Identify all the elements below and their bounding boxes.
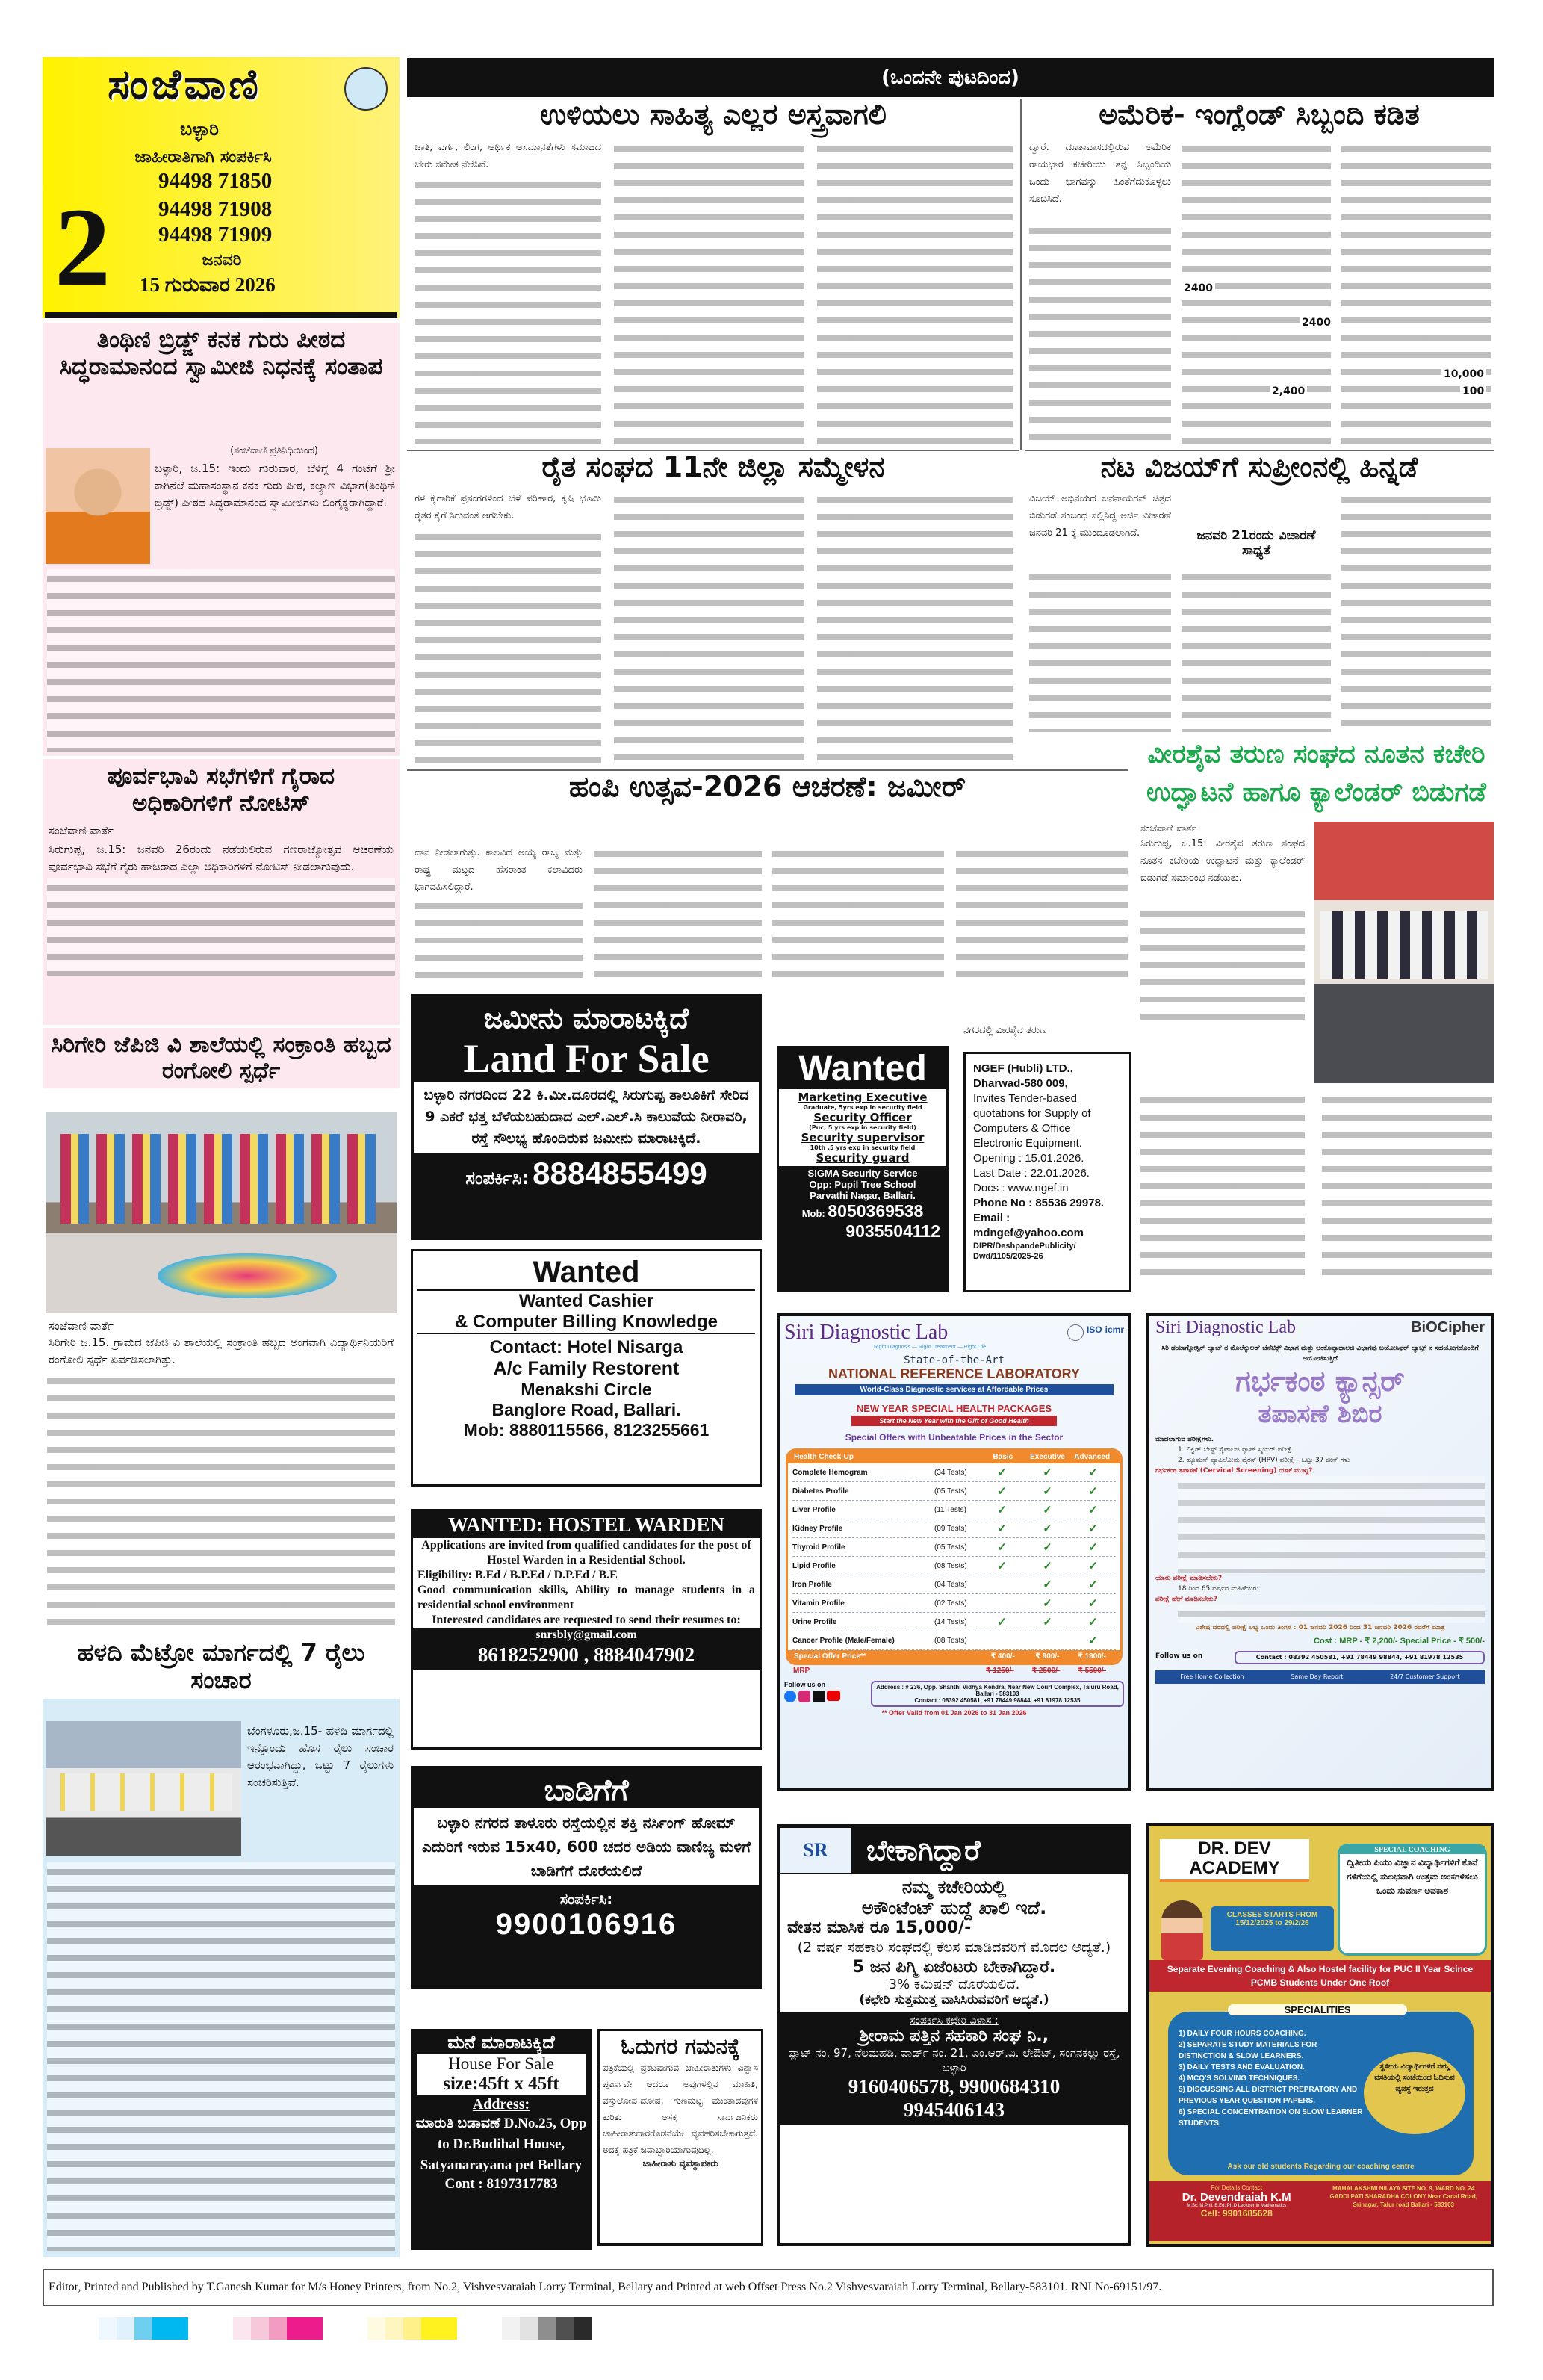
package-row <box>792 1594 1116 1613</box>
article-figure: 100 <box>1460 385 1486 398</box>
packages-table <box>786 1448 1123 1665</box>
ask-line: Ask our old students Regarding our coaching centre <box>1227 2163 1415 2171</box>
job-role: Security guard <box>816 1151 910 1165</box>
table-header: Basic <box>993 1453 1013 1461</box>
tender-desc: Invites Tender-based quotations for Supply of Computers & Office Electronic Equipment. <box>973 1092 1091 1150</box>
facebook-icon[interactable] <box>784 1691 796 1702</box>
advanced-check: ✓ <box>1088 1597 1098 1610</box>
article-lead: ದ್ವಾರೆ. ದೂತಾವಾಸದಲ್ಲಿರುವ ಅಮೆರಿಕ ರಾಯಭಾರ ಕಚೇರಿಯು ತನ್ನ ಸಿಬ್ಬಂದಿಯ ಒಂದು ಭಾಗವನ್ನು ಹಿಂತೆಗೆದುಕೊಳ್ಳಲು ಸೂಚಿಸಿದೆ. <box>1029 142 1171 205</box>
icmr-badge: icmr <box>1105 1324 1124 1335</box>
article-body-text <box>415 175 601 444</box>
qualifications: M.Sc. M.Phil. B.Ed, Ph.D Lecturer In Mathematics <box>1187 2204 1287 2208</box>
phone: Mob: 8880115566, 8123255661 <box>463 1420 710 1440</box>
ad-body: ಬಳ್ಳಾರಿ ನಗರದ ತಾಳೂರು ರಸ್ತೆಯಲ್ಲಿನ ಶಕ್ತಿ ನರ್ಸಿಂಗ್ ಹೋಮ್ ಎದುರಿಗೆ ಇರುವ 15x40, 600 ಚದರ ಅಡಿಯ ವಾಣಿಜ್ಯ ಮಳಿಗೆ ಬಾಡಿಗೆಗೆ ದೊರೆಯಲಿದೆ <box>414 1808 759 1885</box>
offer-label: Special Offer Price** <box>794 1652 866 1661</box>
address: Address : # 236, Opp. Shanthi Vidhya Kendra, Near New Court Complex, Taluru Road, Ballari - 583103 <box>876 1684 1119 1697</box>
contact-label: ಸಂಪರ್ಕಿಸಿ: <box>465 1167 530 1189</box>
byline: ಸಂಜೆವಾಣಿ ವಾರ್ತೆ <box>49 824 114 838</box>
masthead-city: ಬಳ್ಳಾರಿ <box>180 119 219 140</box>
feature: Same Day Report <box>1291 1673 1344 1680</box>
test-count: (02 Tests) <box>934 1599 967 1608</box>
class-dates: 15/12/2025 to 29/2/26 <box>1235 1919 1309 1927</box>
address-line: Parvathi Nagar, Ballari. <box>810 1190 916 1202</box>
mob-label: Mob: <box>801 1208 825 1220</box>
article-notice <box>43 759 400 1025</box>
test-name: Iron Profile <box>792 1580 832 1589</box>
ad-title: ಬಾಡಿಗೆಗೆ <box>544 1773 629 1808</box>
offers-line: Special Offers with Unbeatable Prices in the Sector <box>845 1432 1064 1442</box>
advanced-check: ✓ <box>1088 1541 1098 1554</box>
lab-logo: Siri Diagnostic Lab <box>784 1321 949 1344</box>
sota: State-of-the-Art <box>904 1354 1005 1366</box>
ny-heading: NEW YEAR SPECIAL HEALTH PACKAGES <box>856 1403 1052 1414</box>
package-row <box>792 1631 1116 1650</box>
ad-title: WANTED: HOSTEL WARDEN <box>413 1511 760 1538</box>
imprint-footer: Editor, Printed and Published by T.Ganesh Kumar for M/s Honey Printers, from No.2, Vishvesvaraiah Lorry Terminal, Bellary and Printed at web Offset Press No.2 Vishvesvaraiah Lorry Terminal, Bellary-583101. RNI No-69151/97. <box>43 2269 1494 2306</box>
phone: Cell: 9901685628 <box>1200 2208 1273 2219</box>
company: NGEF (Hubli) LTD., <box>973 1062 1073 1075</box>
test-name: Urine Profile <box>792 1617 837 1626</box>
table-header: Advanced <box>1074 1453 1111 1461</box>
article-body-text <box>817 490 1013 766</box>
seal-icon <box>1067 1324 1084 1341</box>
metro-train-photo <box>46 1721 241 1856</box>
readers-notice <box>597 2029 763 2246</box>
test-count: (09 Tests) <box>934 1524 967 1533</box>
phone: 9035504112 <box>845 1221 940 1242</box>
kn-offer: ದ್ವಿತೀಯ ಪಿಯು ವಿಜ್ಞಾನ ವಿದ್ಯಾರ್ಥಿಗಳಿಗೆ ಕೊನೆ ಗಳಿಗೆಯಲ್ಲಿ ಸುಲಭವಾಗಿ ಉತ್ತಮ ಅಂಕಗಳಿಸಲು ಒಂದು ಸುವರ್ಣ ಅವಕಾಶ <box>1347 1857 1478 1896</box>
headline: ತಿಂಥಿಣಿ ಬ್ರಿಡ್ಜ್ ಕನಕ ಗುರು ಪೀಠದ ಸಿದ್ಧರಾಮಾನಂದ ಸ್ವಾಮೀಜಿ ನಿಧನಕ್ಕೆ ಸಂತಾಪ <box>59 326 383 380</box>
ad-phone: 94498 71909 <box>158 223 273 247</box>
notice-body: ಪತ್ರಿಕೆಯಲ್ಲಿ ಪ್ರಕಟವಾಗುವ ಜಾಹೀರಾತುಗಳು ವಿಶ್ವಾಸ ಪೂರ್ಣವೇ ಆದರೂ ಅವುಗಳಲ್ಲಿನ ಮಾಹಿತಿ, ವಸ್ತುಲೋಪ-ದೋಷ, ಗುಣಮಟ್ಟ ಮುಂತಾದವುಗಳ ಕುರಿತು ಆಸಕ್ತ ಸಾರ್ವಜನಿಕರು ಜಾಹೀರಾತುದಾರರೊಡನೆಯೇ ವ್ಯವಹರಿಸಬೇಕಾಗುತ್ತದೆ. ಅದಕ್ಕೆ ಪತ್ರಿಕೆ ಜವಾಬ್ದಾರಿಯಾಗುವುದಿಲ್ಲ. <box>603 2063 758 2155</box>
headline-veerashaiva: ವೀರಶೈವ ತರುಣ ಸಂಘದ ನೂತನ ಕಚೇರಿ ಉದ್ಘಾಟನೆ ಹಾಗೂ ಕ್ಯಾಲೆಂಡರ್ ಬಿಡುಗಡೆ <box>1139 736 1494 812</box>
opening-date: Opening : 15.01.2026. <box>973 1152 1084 1165</box>
ad-line: (2 ವರ್ಷ ಸಹಕಾರಿ ಸಂಘದಲ್ಲಿ ಕೆಲಸ ಮಾಡಿದವರಿಗೆ ಮೊದಲ ಆದ್ಯತೆ.) <box>797 1939 1111 1956</box>
job-list <box>779 1089 946 1166</box>
ad-line: & Computer Billing Knowledge <box>417 1312 755 1334</box>
article-body-text <box>1182 568 1331 732</box>
mrp-label: MRP <box>793 1667 810 1675</box>
ad-accountant-wanted <box>777 1824 1131 2246</box>
cost: Cost : MRP - ₹ 2,200/- Special Price - ₹ 500/- <box>1314 1637 1485 1646</box>
sr-logo: SR <box>780 1828 851 1873</box>
ref-no: DIPR/DeshpandePublicity/ Dwd/1105/2025-26 <box>973 1242 1076 1261</box>
salary: ವೇತನ ಮಾಸಿಕ ರೂ 15,000/- <box>787 1918 972 1937</box>
executive-check: ✓ <box>1043 1466 1052 1479</box>
camp-title: ಗರ್ಭಕಂಠ ಕ್ಯಾನ್ಸರ್ <box>1235 1365 1405 1398</box>
iso-badge: ISO <box>1086 1324 1102 1335</box>
ad-line: 3% ಕಮಿಷನ್ ದೊರೆಯಲಿದೆ. <box>888 1977 1020 1992</box>
article-lead: ವಿಜಯ್ ಅಭಿನಯದ ಜನನಾಯಗನ್ ಚಿತ್ರದ ಬಿಡುಗಡೆ ಸಂಬಂಧ ಸಲ್ಲಿಸಿದ್ದ ಅರ್ಜಿ ವಿಚಾರಣೆ ಜನವರಿ 21 ಕ್ಕೆ ಮುಂದೂಡಲಾಗಿದೆ. <box>1029 493 1171 539</box>
article-metro <box>43 1634 400 2257</box>
ad-body: ಬಳ್ಳಾರಿ ನಗರದಿಂದ 22 ಕಿ.ಮೀ.ದೂರದಲ್ಲಿ ಸಿರುಗುಪ್ಪ ತಾಲೂಕಿಗೆ ಸೇರಿದ 9 ಎಕರೆ ಭತ್ತ ಬೆಳೆಯಬಹುದಾದ ಎಲ್.ಎಲ್.ಸಿ ಕಾಲುವೆಯ ನೀರಾವರಿ, ರಸ್ತೆ ಸೌಲಭ್ಯ ಹೊಂದಿರುವ ಜಮೀನು ಮಾರಾಟಕ್ಕಿದೆ. <box>414 1082 759 1153</box>
feature: Free Home Collection <box>1180 1673 1244 1680</box>
phone: 8050369538 <box>828 1201 924 1221</box>
executive-check: ✓ <box>1043 1522 1052 1535</box>
phone: 9945406143 <box>904 2098 1005 2121</box>
academy-name: DR. DEV <box>1198 1838 1271 1859</box>
advanced-check: ✓ <box>1088 1616 1098 1628</box>
ad-dev-academy <box>1146 1823 1494 2247</box>
speciality-item: 4) MCQ'S SOLVING TECHNIQUES. <box>1179 2074 1300 2083</box>
address-label: Address: <box>472 2096 530 2113</box>
headline: ಪೂರ್ವಭಾವಿ ಸಭೆಗಳಿಗೆ ಗೈರಾದ ಅಧಿಕಾರಿಗಳಿಗೆ ನೋಟಿಸ್ <box>107 763 335 816</box>
follow-label: Follow us on <box>1155 1652 1203 1660</box>
phone: 9160406578, 9900684310 <box>848 2075 1061 2098</box>
city: Dharwad-580 009, <box>973 1077 1068 1090</box>
specialities-title: SPECIALITIES <box>1228 2004 1407 2015</box>
mrp-price: ₹ 2500/- <box>1031 1667 1061 1675</box>
test-name: Liver Profile <box>792 1505 836 1514</box>
executive-check: ✓ <box>1043 1541 1052 1554</box>
speciality-item: 5) DISCUSSING ALL DISTRICT PREPRATORY AND PREVIOUS YEAR QUESTION PAPERS. <box>1179 2086 1358 2105</box>
tests-label: ಮಾಡಲಾಗುವ ಪರೀಕ್ಷೆಗಳು. <box>1155 1436 1214 1443</box>
job-role: Marketing Executive <box>798 1091 928 1105</box>
article-figure: 10,000 <box>1441 368 1486 381</box>
test-item: 2. ಹ್ಯೂಮನ್ ಪ್ಯಾಪಿಲೋಮ ವೈರಸ್ (HPV) ಪರೀಕ್ಷೆ – ಒಟ್ಟು 37 ಜೀನ್ ಗಳು <box>1178 1457 1350 1464</box>
package-row <box>792 1538 1116 1557</box>
advanced-check: ✓ <box>1088 1560 1098 1572</box>
contact: Contact : 08392 450581, +91 78449 98844, +91 81978 12535 <box>1235 1651 1485 1664</box>
article-lead: ದಾನ ನೀಡಲಾಗುತ್ತು. ಕಾಲವಿದ ಅಯ್ಯ ರಾಜ್ಯ ಮತ್ತು ರಾಷ್ಟ್ರ ಮಟ್ಟದ ಹೆಸರಾಂತ ಕಲಾವಿದರು ಭಾಗವಹಿಸಲಿದ್ದಾರೆ. <box>415 847 583 893</box>
send-note: Interested candidates are requested to send their resumes to: <box>432 1614 741 1626</box>
email[interactable]: mdngef@yahoo.com <box>973 1227 1084 1239</box>
package-row <box>792 1463 1116 1482</box>
article-body-text <box>415 896 583 986</box>
ad-line: Banglore Road, Ballari. <box>491 1400 681 1419</box>
advanced-check: ✓ <box>1088 1504 1098 1516</box>
article-body-text <box>1029 568 1171 732</box>
article-figure: 2400 <box>1182 282 1215 295</box>
follow-label: Follow us on <box>784 1681 825 1688</box>
article-body-text <box>47 1862 395 2251</box>
test-count: (08 Tests) <box>934 1636 967 1645</box>
advanced-check: ✓ <box>1088 1634 1098 1647</box>
test-name: Lipid Profile <box>792 1561 836 1570</box>
headline-sahitya: ಉಳಿಯಲು ಸಾಹಿತ್ಯ ಎಲ್ಲರ ಅಸ್ತ್ರವಾಗಲಿ <box>540 98 887 131</box>
ad-line: Contact: Hotel Nisarga <box>489 1337 683 1357</box>
test-name: Diabetes Profile <box>792 1487 849 1496</box>
ad-line: ನಮ್ಮ ಕಚೇರಿಯಲ್ಲಿ <box>901 1877 1007 1897</box>
color-registration-bars <box>99 2317 592 2340</box>
address-line: Opp: Pupil Tree School <box>809 1179 916 1191</box>
phone: 8618252900 , 8884047902 <box>477 1643 695 1666</box>
kn-hostel: ಸ್ಥಳೀಯ ವಿದ್ಯಾರ್ಥಿಗಳಿಗೆ ನಮ್ಮ ವಸತಿಯಲ್ಲಿ ಸಂಜೆಯಿಂದ ಓದಿಸುವ ವ್ಯವಸ್ಥೆ ಇರುತ್ತದ <box>1364 2052 1465 2134</box>
advanced-check: ✓ <box>1088 1522 1098 1535</box>
ad-phone: 94498 71908 <box>158 197 273 221</box>
article-lead: ಸಿರುಗುಪ್ಪ, ಜ.15: ಜನವರಿ 26ರಂದು ನಡೆಯಲಿರುವ ಗಣರಾಜ್ಯೋತ್ಸವ ಆಚರಣೆಯ ಪೂರ್ವಭಾವಿ ಸಭೆಗೆ ಗೈರು ಹಾಜರಾದ ಎಲ್ಲಾ ಅಧಿಕಾರಿಗಳಿಗೆ ನೋಟಿಸ್ ನೀಡಲಾಗುವುದು. <box>49 843 394 874</box>
article-body-text <box>817 139 1013 444</box>
test-count: (11 Tests) <box>934 1505 966 1514</box>
package-row <box>792 1613 1116 1631</box>
basic-check: ✓ <box>997 1466 1007 1479</box>
size: size:45ft x 45ft <box>443 2074 559 2094</box>
why-heading: ಗರ್ಭಕಂಠ ತಪಾಸಣೆ (Cervical Screening) ಯಾಕೆ ಮುಖ್ಯ? <box>1155 1467 1313 1475</box>
notice-sign: ಜಾಹೀರಾತು ವ್ಯವಸ್ಥಾಪಕರು <box>642 2158 718 2169</box>
speciality-item: 3) DAILY TESTS AND EVALUATION. <box>1179 2063 1305 2071</box>
masthead <box>43 57 400 318</box>
test-name: Vitamin Profile <box>792 1599 845 1608</box>
dove-logo-icon <box>344 67 388 111</box>
article-tail: ನಗರದಲ್ಲಿ ವೀರಶೈವ ತರುಣ <box>963 1025 1047 1036</box>
ad-phone: 94498 71850 <box>158 169 273 193</box>
youtube-icon[interactable] <box>827 1691 840 1701</box>
article-body-text <box>614 139 804 444</box>
how-heading: ಪರೀಕ್ಷೆ ಹೇಗೆ ಮಾಡಿಸಬೇಕು? <box>1155 1596 1218 1603</box>
ad-siri-cervical-camp <box>1146 1313 1494 1791</box>
basic-check: ✓ <box>997 1522 1007 1535</box>
job-requirement: 10th ,5 yrs exp in security field <box>810 1144 916 1152</box>
test-item: 1. ಲಿಕ್ವಿಡ್ ಬೇಸ್ಡ್ ಸೈಟಾಲಜಿ ಪ್ಯಾಪ್ ಸ್ಮಿಯರ್ ಪರೀಕ್ಷೆ <box>1178 1446 1292 1454</box>
article-body-text <box>1140 1091 1305 1285</box>
phone: 8884855499 <box>533 1155 707 1191</box>
phone: Cont : 8197317783 <box>444 2176 558 2192</box>
article-body-text <box>614 490 804 766</box>
lab-logo: Siri Diagnostic Lab <box>1155 1318 1296 1337</box>
email[interactable]: snrsbly@gmail.com <box>535 1628 637 1641</box>
basic-check: ✓ <box>997 1541 1007 1554</box>
column-rule <box>1020 99 1022 450</box>
contact: Contact : 08392 450581, +91 78449 98844, +91 81978 12535 <box>914 1697 1081 1704</box>
address: ಮಾರುತಿ ಬಡಾವಣೆ D.No.25, Opp to Dr.Budihal House, Satyanarayana pet Bellary <box>415 2116 587 2173</box>
validity: ** Offer Valid from 01 Jan 2026 to 31 Jan 2026 <box>881 1709 1027 1717</box>
executive-check: ✓ <box>1043 1616 1052 1628</box>
article-figure: 2400 <box>1300 316 1333 329</box>
swamiji-photo <box>46 448 150 564</box>
package-row <box>792 1519 1116 1538</box>
test-count: (14 Tests) <box>934 1617 967 1626</box>
article-body-text <box>594 844 762 986</box>
notice-title: ಓದುಗರ ಗಮನಕ್ಕೆ <box>621 2034 740 2059</box>
phone: 9900106916 <box>495 1908 677 1941</box>
intro: ಸಿರಿ ಡಯಾಗ್ನೋಸ್ಟಿಕ್ ಲ್ಯಾಬ್ ನ ಮೊಲೆಕ್ಯುಲರ್ ಜೆನೆಟಿಕ್ಸ್ ವಿಭಾಗ ಮತ್ತು ಆಂಕೊಪ್ಯಾಥಾಲಜಿ ವಿಭಾಗವು ಬಯೋಸಿಫರ್ ಲ್ಯಾಬ್ಸ್ ನ ಸಹಯೋಗದೊಂದಿಗೆ ಆಯೋಜಿಸುತ್ತಿದೆ <box>1161 1345 1479 1363</box>
speciality-item: 1) DAILY FOUR HOURS COACHING. <box>1179 2030 1306 2038</box>
byline: (ಸಂಜೆವಾಣಿ ಪ್ರತಿನಿಧಿಯಿಂದ) <box>230 445 318 456</box>
student-photo <box>1161 1900 1203 1960</box>
page-number: 2 <box>55 185 111 309</box>
ad-wanted-cashier <box>411 1249 762 1487</box>
ad-ngef-tender <box>963 1052 1131 1292</box>
package-row <box>792 1557 1116 1575</box>
masthead-title: ಸಂಜೆವಾಣಿ <box>108 61 261 109</box>
eligibility: Eligibility: B.Ed / B.P.Ed / D.P.Ed / B.E <box>417 1569 618 1581</box>
feature: 24/7 Customer Support <box>1390 1673 1460 1680</box>
advanced-check: ✓ <box>1088 1485 1098 1498</box>
address-label: ಸಂಪರ್ಕಿಸಿ ಕಛೇರಿ ವಿಳಾಸ : <box>910 2015 999 2027</box>
article-rangoli <box>43 1028 400 1631</box>
biocipher-logo: BiOCipher <box>1411 1319 1485 1336</box>
subheadline: ಜನವರಿ 21ರಂದು ವಿಚಾರಣೆ ಸಾಧ್ಯತೆ <box>1196 528 1316 558</box>
continued-from-front-bar: (ಒಂದನೇ ಪುಟದಿಂದ) <box>407 58 1494 97</box>
executive-check: ✓ <box>1043 1578 1052 1591</box>
ad-line: Wanted Cashier <box>518 1291 654 1311</box>
basic-check: ✓ <box>997 1485 1007 1498</box>
advanced-check: ✓ <box>1088 1466 1098 1479</box>
byline: ಸಂಜೆವಾಣಿ ವಾರ್ತೆ <box>1140 823 1197 834</box>
divider <box>45 312 397 318</box>
package-row <box>792 1501 1116 1519</box>
job-role: Security Officer <box>813 1111 912 1125</box>
ad-title: ಮನೆ ಮಾರಾಟಕ್ಕಿದೆ <box>447 2032 555 2053</box>
ad-house-for-sale <box>411 2029 592 2250</box>
article-lead: ಬೆಂಗಳೂರು,ಜ.15- ಹಳದಿ ಮಾರ್ಗದಲ್ಲಿ ಇನ್ನೊಂದು ಹೊಸ ರೈಲು ಸಂಚಾರ ಆರಂಭವಾಗಿದ್ದು, ಒಟ್ಟು 7 ರೈಲುಗಳು ಸಂಚರಿಸುತ್ತಿವೆ. <box>247 1724 394 1789</box>
advanced-check: ✓ <box>1088 1578 1098 1591</box>
ad-desc: Applications are invited from qualified candidates for the post of Hostel Warden in a Residential School. <box>421 1539 751 1566</box>
article-lead: ಗಳ ಕೈಗಾರಿಕೆ ಪ್ರಸಂಗಗಳಿಂದ ಬೆಳೆ ಪರಿಹಾರ, ಕೃಷಿ ಭೂಮಿ ರೈತರ ಕೈಗೆ ಸಿಗುವಂತೆ ಆಗಬೇಕು. <box>415 493 601 521</box>
headline: ಸಿರಿಗೇರಿ ಜೆಪಿಜಿ ವಿ ಶಾಲೆಯಲ್ಲಿ ಸಂಕ್ರಾಂತಿ ಹಬ್ಬದ ರಂಗೋಲಿ ಸ್ಪರ್ಧೆ <box>43 1028 400 1088</box>
skills: Good communication skills, Ability to manage students in a residential school environment <box>417 1584 755 1611</box>
special-coaching: SPECIAL COACHING <box>1340 1846 1485 1854</box>
article-body-text <box>1341 490 1491 732</box>
ad-line: A/c Family Restorent <box>493 1358 680 1379</box>
article-body-text <box>47 1372 395 1626</box>
test-name: Kidney Profile <box>792 1524 843 1533</box>
ad-siri-diagnostic-packages <box>777 1313 1131 1791</box>
headline-vijay: ನಟ ವಿಜಯ್‌ಗೆ ಸುಪ್ರೀಂನಲ್ಲಿ ಹಿನ್ನಡೆ <box>1025 450 1494 484</box>
job-requirement: Graduate, 5yrs exp in security field <box>803 1104 922 1112</box>
basic-check: ✓ <box>997 1616 1007 1628</box>
tagline: Right Diagnosis — Right Treatment — Right Life <box>874 1345 987 1350</box>
test-count: (08 Tests) <box>934 1561 967 1570</box>
headline-america: ಅಮೆರಿಕ- ಇಂಗ್ಲೆಂಡ್ ಸಿಬ್ಬಂದಿ ಕಡಿತ <box>1099 98 1420 131</box>
article-body-text <box>1322 1091 1492 1285</box>
article-figure: 2,400 <box>1270 385 1307 398</box>
package-row <box>792 1575 1116 1594</box>
table-header: Health Check-Up <box>794 1453 854 1461</box>
executive-check: ✓ <box>1043 1504 1052 1516</box>
job-requirement: (Puc, 5 yrs exp in security field) <box>809 1124 916 1132</box>
benefits-text <box>1178 1476 1485 1573</box>
camp-title: ತಪಾಸಣೆ ಶಿಬಿರ <box>1258 1399 1382 1429</box>
org-name: ಶ್ರೀರಾಮ ಪತ್ತಿನ ಸಹಕಾರಿ ಸಂಘ ನಿ., <box>859 2027 1049 2045</box>
table-header: Executive <box>1030 1453 1065 1461</box>
test-count: (05 Tests) <box>934 1543 967 1552</box>
article-lead: ಸಿರುಗುಪ್ಪ, ಜ.15: ವೀರಶೈವ ತರುಣ ಸಂಘದ ನೂತನ ಕಚೇರಿಯ ಉದ್ಘಾಟನೆ ಮತ್ತು ಕ್ಯಾಲೆಂಡರ್ ಬಿಡುಗಡೆ ಸಮಾರಂಭ ನಡೆಯಿತು. <box>1140 838 1305 884</box>
article-lead: ಬಳ್ಳಾರಿ, ಜ.15: ಇಂದು ಗುರುವಾರ, ಬೆಳಿಗ್ಗೆ 4 ಗಂಟೆಗೆ ಶ್ರೀ ಕಾಗಿನೆಲೆ ಮಹಾಸಂಸ್ಥಾನ ಕನಕ ಗುರು ಪೀಠ, ಕಲ್ಯಾಣ ವಿಭಾಗ(ತಿಂಥಿಣಿ ಬ್ರಿಡ್ಜ್) ಪೀಠದ ಸಿದ್ಧರಾಮಾನಂದ ಸ್ವಾಮೀಜಿಗಳು ಲಿಂಗೈಕ್ಯರಾಗಿದ್ದಾರೆ. <box>155 462 395 509</box>
article-swamiji <box>43 323 400 756</box>
address: ಪ್ಲಾಟ್ ನಂ. 97, ನೆಲಮಹಡಿ, ವಾರ್ಡ್ ನಂ. 21, ಎಂ.ಆರ್.ವಿ. ಲೇಔಟ್, ಸಂಗನಕಲ್ಲು ರಸ್ತೆ, ಬಳ್ಳಾರಿ <box>788 2046 1120 2074</box>
rangoli-photo <box>46 1112 397 1313</box>
phone: Phone No : 85536 29978. <box>973 1197 1105 1209</box>
article-lead: ಸಿರಿಗೇರಿ ಜ.15. ಗ್ರಾಮದ ಜೆಪಿಜಿ ವಿ ಶಾಲೆಯಲ್ಲಿ ಸಂಕ್ರಾಂತಿ ಹಬ್ಬದ ಅಂಗವಾಗಿ ವಿದ್ಯಾರ್ಥಿನಿಯರಿಗೆ ರಂಗೋಲಿ ಸ್ಪರ್ಧೆ ಏರ್ಪಡಿಸಲಾಗಿತ್ತು. <box>49 1336 394 1366</box>
band: World-Class Diagnostic services at Affordable Prices <box>795 1384 1114 1395</box>
classes-label: CLASSES STARTS FROM <box>1226 1911 1318 1919</box>
date-month: ಜನವರಿ <box>202 251 242 270</box>
test-name: Thyroid Profile <box>792 1543 845 1552</box>
person-name: Dr. Devendraiah K.M <box>1182 2191 1291 2204</box>
job-role: Security supervisor <box>801 1131 925 1145</box>
offer-price: ₹ 900/- <box>1035 1652 1060 1661</box>
executive-check: ✓ <box>1043 1597 1052 1610</box>
ad-title-en: Land For Sale <box>463 1035 710 1081</box>
ad-line: House For Sale <box>448 2054 554 2073</box>
test-count: (34 Tests) <box>934 1468 967 1477</box>
basic-check: ✓ <box>997 1504 1007 1516</box>
test-count: (04 Tests) <box>934 1580 967 1589</box>
ad-line: (ಕಛೇರಿ ಸುತ್ತಮುತ್ತ ವಾಸಿಸಿರುವವರಿಗೆ ಆದ್ಯತೆ.) <box>859 1992 1049 2007</box>
test-name: Complete Hemogram <box>792 1468 868 1477</box>
mrp-price: ₹ 1250/- <box>986 1667 1014 1675</box>
ad-contact-label: ಜಾಹೀರಾತಿಗಾಗಿ ಸಂಪರ್ಕಿಸಿ <box>134 148 272 167</box>
ad-title-kn: ಜಮೀನು ಮಾರಾಟಕ್ಕಿದೆ <box>483 1002 689 1035</box>
article-body-text <box>47 878 395 976</box>
offer-period: ವಿಶೇಷ ದರದಲ್ಲಿ ಪರೀಕ್ಷೆ ಲಭ್ಯ ಒಂದು ತಿಂಗಳ : 01 ಜನವರಿ 2026 ರಿಂದ 31 ಜನವರಿ 2026 ರವರೆಗೆ ಮಾತ್ರ <box>1195 1624 1445 1631</box>
ad-hostel-warden <box>411 1509 762 1750</box>
headline-hampi: ಹಂಪಿ ಉತ್ಸವ-2026 ಆಚರಣೆ: ಜಮೀರ್ <box>407 769 1128 804</box>
article-body-text <box>772 844 944 986</box>
article-body-text <box>415 527 601 766</box>
article-body-text <box>1140 904 1305 1023</box>
company-name: SIGMA Security Service <box>807 1168 918 1180</box>
last-date: Last Date : 22.01.2026. <box>973 1167 1090 1180</box>
ad-for-rent <box>411 1766 762 1989</box>
lab-heading: NATIONAL REFERENCE LABORATORY <box>828 1366 1080 1381</box>
test-name: Cancer Profile (Male/Female) <box>792 1636 895 1645</box>
ad-title: Wanted <box>417 1256 755 1291</box>
byline: ಸಂಜೆವಾಣಿ ವಾರ್ತೆ <box>49 1319 114 1333</box>
academy-name: ACADEMY <box>1189 1858 1280 1878</box>
instagram-icon[interactable] <box>798 1691 810 1702</box>
ad-title: ಬೇಕಾಗಿದ್ದಾರೆ <box>866 1833 981 1867</box>
executive-check: ✓ <box>1043 1485 1052 1498</box>
basic-check: ✓ <box>997 1560 1007 1572</box>
offer-price: ₹ 400/- <box>990 1652 1015 1661</box>
offer-price: ₹ 1900/- <box>1078 1652 1106 1661</box>
test-count: (05 Tests) <box>934 1487 967 1496</box>
docs-link[interactable]: Docs : www.ngef.in <box>973 1182 1069 1194</box>
banner: Separate Evening Coaching & Also Hostel facility for PUC II Year Scince PCMB Students Under One Roof <box>1149 1960 1491 1992</box>
mrp-price: ₹ 5500/- <box>1078 1667 1106 1675</box>
article-body-text <box>1029 221 1171 444</box>
email-label: Email : <box>973 1212 1010 1224</box>
ad-land-for-sale <box>411 994 762 1240</box>
headline-raitha: ರೈತ ಸಂಘದ 11ನೇ ಜಿಲ್ಲಾ ಸಮ್ಮೇಳನ <box>407 450 1019 484</box>
article-body-text <box>47 569 395 752</box>
package-row <box>792 1482 1116 1501</box>
veerashaiva-event-photo <box>1314 822 1494 1083</box>
ad-line: ಅಕೌಂಟೆಂಟ್ ಹುದ್ದೆ ಖಾಲಿ ಇದೆ. <box>861 1897 1047 1918</box>
article-lead: ಜಾತಿ, ವರ್ಗ, ಲಿಂಗ, ಆರ್ಥಿಕ ಅಸಮಾನತೆಗಳು ಸಮಾಜದ ಬೇರು ಸಮೇತ ನೆಲೆಸಿವೆ. <box>415 142 601 170</box>
article-body-text <box>956 844 1128 986</box>
ad-line: Menakshi Circle <box>521 1380 652 1399</box>
ad-wanted-security <box>777 1046 949 1292</box>
details-label: For Details Contact <box>1211 2184 1262 2191</box>
ad-title: Wanted <box>798 1049 927 1088</box>
address: MAHALAKSHMI NILAYA SITE NO. 9, WARD NO. 24 GADDI PATI SHARADHA COLONY Near Canal Road, Srinagar, Talur road Ballari - 583103 <box>1329 2185 1477 2208</box>
how-text <box>1178 1605 1485 1623</box>
headline: ಹಳದಿ ಮೆಟ್ರೋ ಮಾರ್ಗದಲ್ಲಿ 7 ರೈಲು ಸಂಚಾರ <box>43 1634 400 1699</box>
speciality-item: 6) SPECIAL CONCENTRATION ON SLOW LEARNER STUDENTS. <box>1179 2108 1363 2128</box>
ribbon: Start the New Year with the Gift of Good Health <box>851 1416 1057 1426</box>
executive-check: ✓ <box>1043 1560 1052 1572</box>
date-line: 15 ಗುರುವಾರ 2026 <box>140 273 276 296</box>
speciality-item: 2) SEPARATE STUDY MATERIALS FOR DISTINCTION & SLOW LEARNERS. <box>1179 2041 1317 2060</box>
x-icon[interactable] <box>813 1691 825 1702</box>
contact-label: ಸಂಪರ್ಕಿಸಿ: <box>559 1890 613 1908</box>
who-answer: 18 ರಿಂದ 65 ವರ್ಷದ ಮಹಿಳೆಯರು <box>1178 1585 1259 1593</box>
ad-line: 5 ಜನ ಪಿಗ್ಮಿ ಏಜೆಂಟರು ಬೇಕಾಗಿದ್ದಾರೆ. <box>852 1958 1056 1977</box>
who-heading: ಯಾರು ಪರೀಕ್ಷೆ ಮಾಡಿಸಬೇಕು? <box>1155 1575 1223 1582</box>
